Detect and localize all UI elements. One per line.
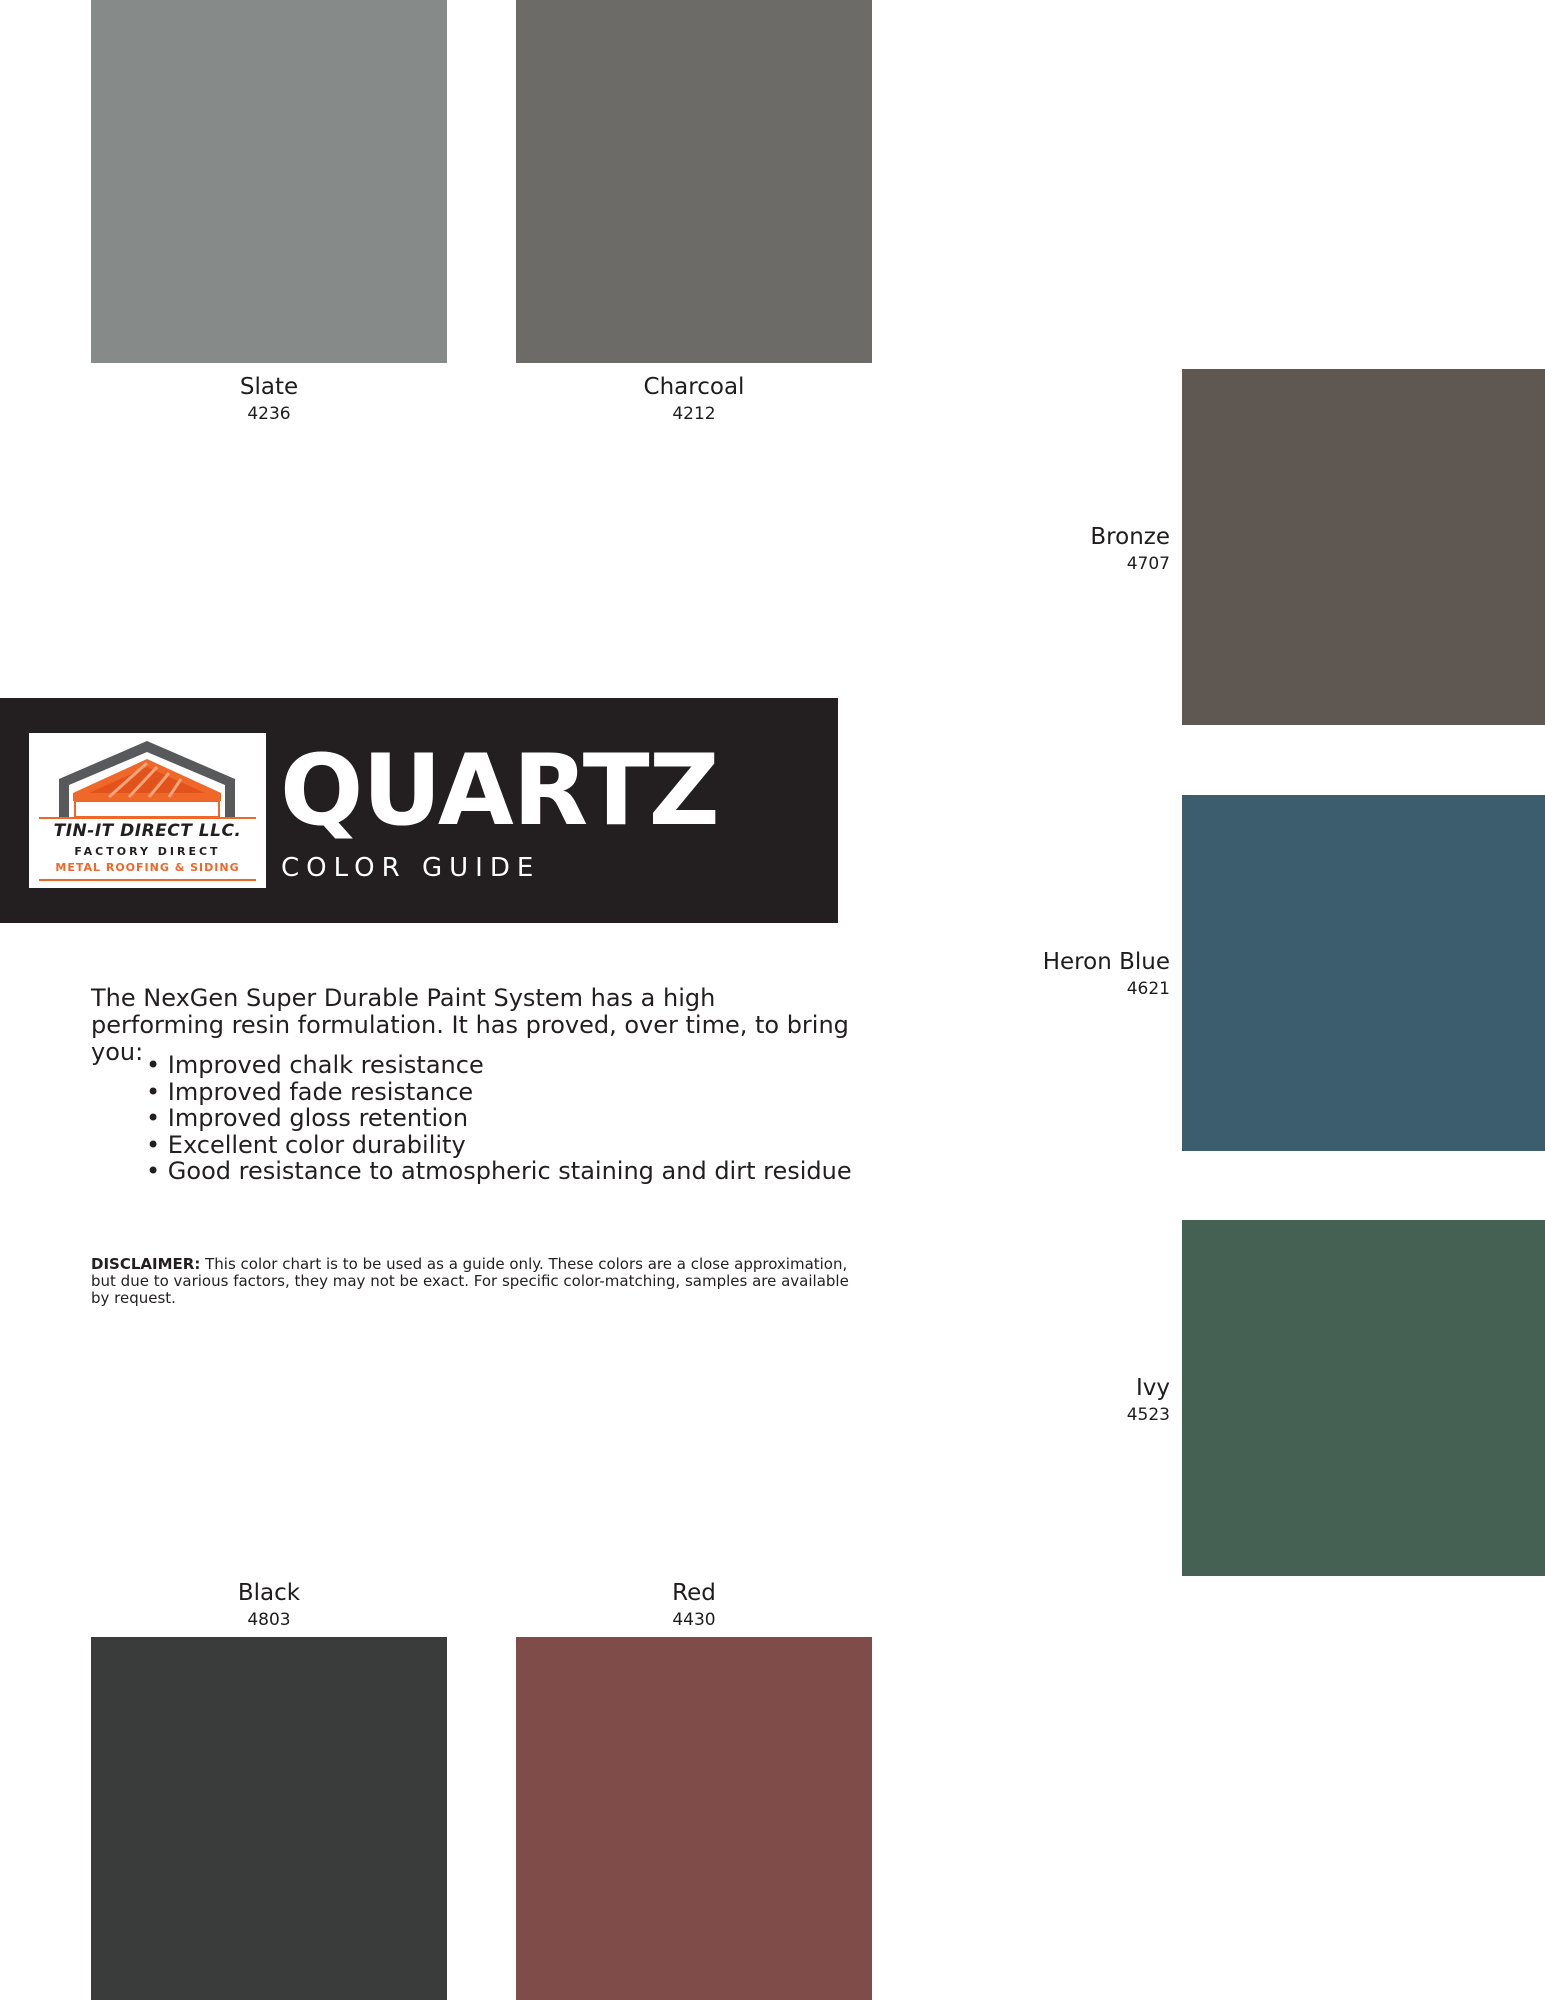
label-heron-blue [970, 947, 1170, 1001]
label-red [516, 1578, 872, 1632]
logo-rule [39, 817, 256, 819]
intro-paragraph: The NexGen Super Durable Paint System has a high performing resin formulation. It has proved, over time, to bring you: [91, 984, 849, 1066]
list-item: • Improved chalk resistance [146, 1052, 852, 1079]
swatch-charcoal [516, 0, 872, 363]
logo-subtagline: METAL ROOFING & SIDING [55, 861, 240, 874]
page-title: QUARTZ [280, 734, 719, 848]
label-ivy [970, 1373, 1170, 1427]
disclaimer-label: DISCLAIMER: [91, 1255, 201, 1273]
swatch-red [516, 1637, 872, 2000]
color-name: Red [672, 1580, 716, 1606]
swatch-black [91, 1637, 447, 2000]
swatch-heron-blue [1182, 795, 1545, 1151]
company-logo [29, 733, 266, 888]
list-item: • Improved gloss retention [146, 1105, 852, 1132]
label-bronze [970, 522, 1170, 576]
disclaimer [91, 1256, 851, 1307]
logo-rule [39, 879, 256, 881]
color-name: Charcoal [643, 374, 745, 400]
color-name: Black [237, 1580, 301, 1606]
swatch-bronze [1182, 369, 1545, 725]
color-code: 4803 [247, 1610, 291, 1630]
color-code: 4707 [1126, 554, 1170, 574]
title-banner [0, 698, 838, 923]
color-code: 4430 [672, 1610, 716, 1630]
color-code: 4523 [1126, 1405, 1170, 1425]
color-code: 4621 [1126, 979, 1170, 999]
logo-company-name: TIN-IT DIRECT LLC. [53, 821, 242, 841]
disclaimer-text: This color chart is to be used as a guide only. These colors are a close approximation, but due to various factors, they may not be exact. For specific color-matching, samples are available by request. [91, 1255, 849, 1307]
list-item: • Good resistance to atmospheric staining and dirt residue [146, 1158, 852, 1185]
swatch-slate [91, 0, 447, 363]
color-name: Ivy [1135, 1375, 1170, 1401]
feature-list [146, 1052, 852, 1185]
label-slate [91, 372, 447, 426]
label-charcoal [516, 372, 872, 426]
list-item: • Excellent color durability [146, 1132, 852, 1159]
page-subtitle: COLOR GUIDE [281, 853, 541, 883]
label-black [91, 1578, 447, 1632]
color-name: Heron Blue [1042, 949, 1170, 975]
color-name: Slate [239, 374, 299, 400]
color-code: 4236 [247, 404, 291, 424]
logo-tagline: FACTORY DIRECT [74, 845, 221, 858]
color-name: Bronze [1090, 524, 1170, 550]
color-code: 4212 [672, 404, 716, 424]
list-item: • Improved fade resistance [146, 1079, 852, 1106]
swatch-ivy [1182, 1220, 1545, 1576]
